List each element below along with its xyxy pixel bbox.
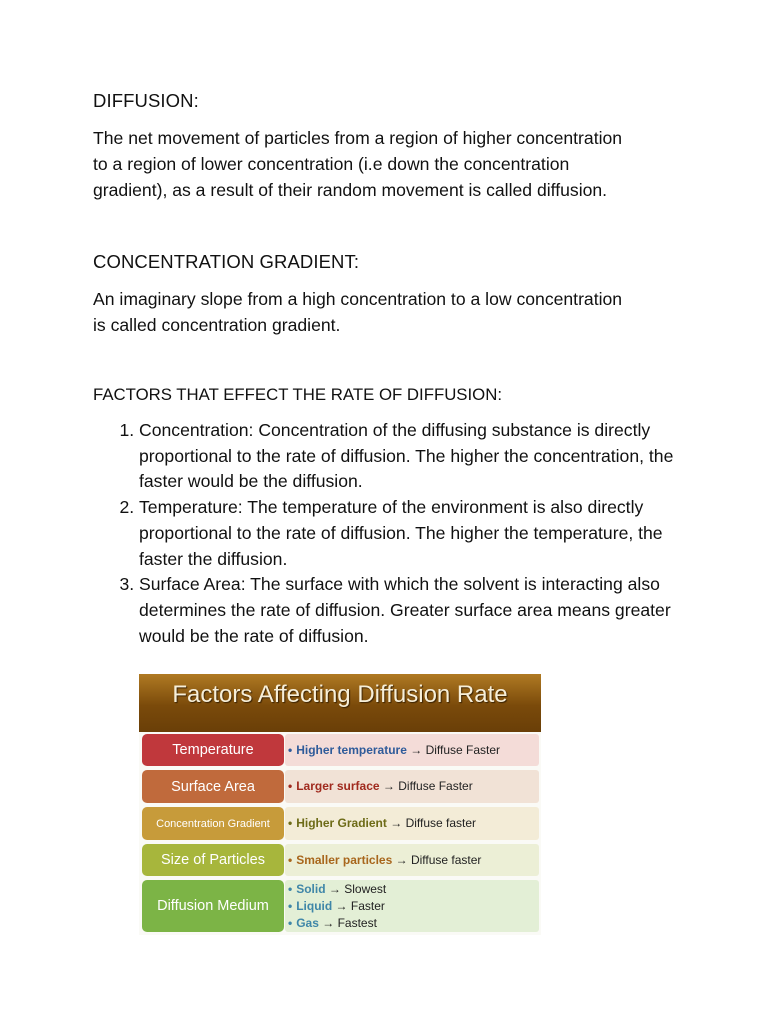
effect-key: Larger surface xyxy=(296,779,380,793)
factor-label: Concentration Gradient xyxy=(142,807,284,840)
bullet: • xyxy=(288,852,293,867)
factors-heading: FACTORS THAT EFFECT THE RATE OF DIFFUSION: xyxy=(93,385,502,404)
bullet: • xyxy=(288,779,293,793)
effect-key: Gas xyxy=(296,915,319,930)
text-line: gradient), as a result of their random movement is called diffusion. xyxy=(93,180,608,200)
arrow-icon: → xyxy=(325,881,341,896)
factor-label: Surface Area xyxy=(142,770,284,803)
list-item-temperature: 2. Temperature: The temperature of the environment is also directly proportional to the rate of diffusion. The higher the temperature, the faster the diffusion. xyxy=(139,495,699,572)
factor-label: Diffusion Medium xyxy=(142,880,284,932)
gradient-heading: CONCENTRATION GRADIENT: xyxy=(93,251,360,272)
figure-row xyxy=(139,844,541,876)
arrow-icon: → xyxy=(392,852,408,867)
factor-label: Temperature xyxy=(142,734,284,766)
text-line: An imaginary slope from a high concentration to a low concentration xyxy=(93,289,623,309)
diffusion-definition xyxy=(93,125,683,203)
figure-row xyxy=(139,770,541,803)
effect-result: Fastest xyxy=(334,915,377,930)
effect-result: Diffuse Faster xyxy=(422,742,501,757)
effect-key: Liquid xyxy=(296,898,333,913)
effect-key: Higher temperature xyxy=(296,742,407,757)
effect-key: Higher Gradient xyxy=(296,816,387,830)
figure-row xyxy=(139,734,541,766)
figure-row xyxy=(139,807,541,840)
effect-key: Smaller particles xyxy=(296,852,393,867)
text-line: The net movement of particles from a region of higher concentration xyxy=(93,128,623,148)
text-line: to a region of lower concentration (i.e down the concentration xyxy=(93,154,570,174)
effect-result: Faster xyxy=(347,898,385,913)
arrow-icon: → xyxy=(332,898,348,913)
factors-list xyxy=(93,418,699,649)
bullet: • xyxy=(288,898,293,913)
effect-line xyxy=(285,898,539,915)
effect-line xyxy=(285,778,539,795)
diffusion-factors-figure xyxy=(139,674,541,935)
factor-label: Size of Particles xyxy=(142,844,284,876)
effect-line xyxy=(285,742,539,759)
gradient-definition xyxy=(93,286,683,338)
arrow-icon: → xyxy=(318,915,335,930)
bullet: • xyxy=(288,816,293,830)
figure-header xyxy=(139,674,541,732)
factor-effect xyxy=(285,880,539,932)
effect-result: Diffuse faster xyxy=(407,852,482,867)
effect-result: Diffuse Faster xyxy=(394,779,473,793)
figure-title: Factors Affecting Diffusion Rate xyxy=(172,681,508,708)
effect-key: Solid xyxy=(296,881,326,896)
factor-effect xyxy=(285,770,539,803)
figure-row xyxy=(139,880,541,932)
effect-line xyxy=(285,852,539,869)
effect-result: Slowest xyxy=(340,881,387,896)
factor-effect xyxy=(285,807,539,840)
diffusion-heading: DIFFUSION: xyxy=(93,90,199,111)
arrow-icon: → xyxy=(379,779,395,793)
text-line: is called concentration gradient. xyxy=(93,315,341,335)
effect-result: Diffuse faster xyxy=(402,816,477,830)
effect-line xyxy=(285,915,539,932)
bullet: • xyxy=(288,915,293,930)
arrow-icon: → xyxy=(406,742,423,757)
bullet: • xyxy=(288,742,293,757)
list-item-surface-area: 3. Surface Area: The surface with which the solvent is interacting also determines the rate of diffusion. Greater surface area means greater would be the rate of diffusion. xyxy=(139,572,699,649)
arrow-icon: → xyxy=(386,816,403,830)
effect-line xyxy=(285,815,539,832)
factor-effect xyxy=(285,844,539,876)
bullet: • xyxy=(288,881,293,896)
effect-line xyxy=(285,881,539,898)
factor-effect xyxy=(285,734,539,766)
list-item-concentration: 1. Concentration: Concentration of the diffusing substance is directly proportional to the rate of diffusion. The higher the concentration, the faster would be the diffusion. xyxy=(139,418,699,495)
